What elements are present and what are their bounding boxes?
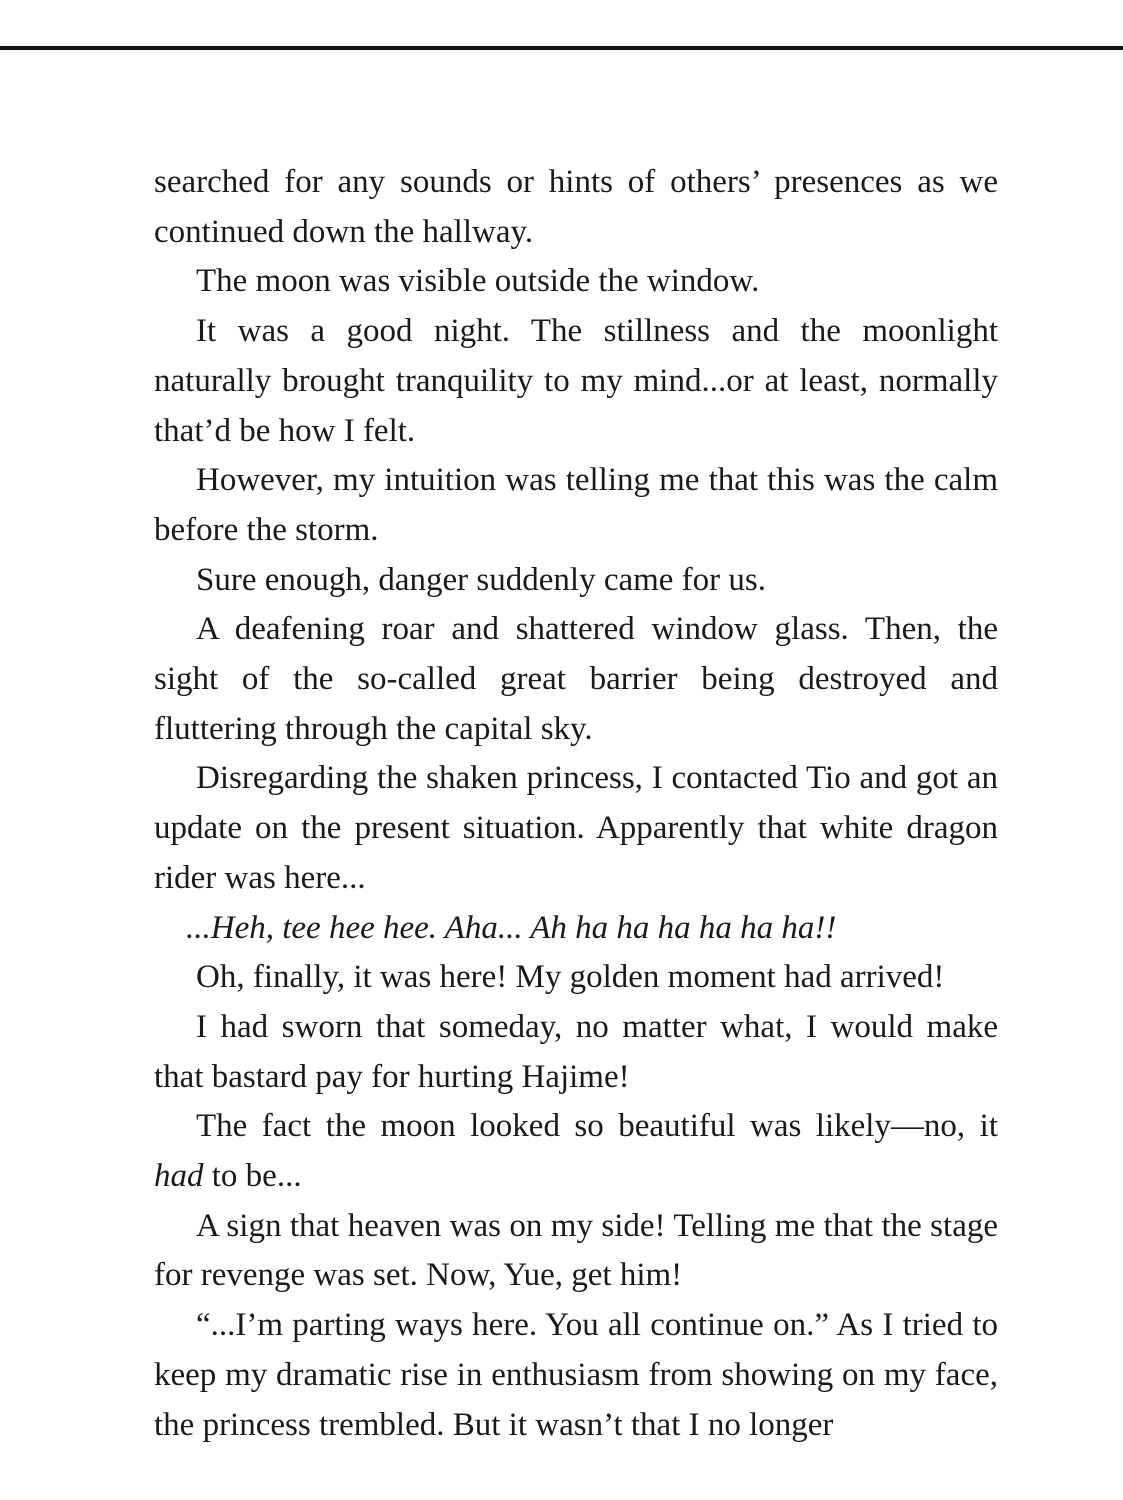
paragraph-with-emphasis [154,1102,998,1201]
top-rule [0,46,1123,50]
paragraph: A sign that heaven was on my side! Telling me that the stage for revenge was set. Now, Yue, get him! [154,1207,998,1294]
page-body-text [154,158,998,1450]
paragraph: Sure enough, danger suddenly came for us. [196,561,767,598]
paragraph: A deafening roar and shattered window glass. Then, the sight of the so-called great barrier being destroyed and fluttering through the capital sky. [154,611,998,747]
paragraph: However, my intuition was telling me that this was the calm before the storm. [154,462,998,548]
paragraph: Oh, finally, it was here! My golden moment had arrived! [196,959,945,996]
paragraph: It was a good night. The stillness and the moonlight naturally brought tranquility to my mind...or at least, normally that’d be how I felt. [154,313,998,449]
paragraph: I had sworn that someday, no matter what, I would make that bastard pay for hurting Hajime! [154,1008,998,1095]
emphasized-word: had [154,1158,204,1195]
paragraph: The moon was visible outside the window. [196,263,760,300]
paragraph-text: The fact the moon looked so beautiful was likely—no, it [196,1108,998,1145]
paragraph: searched for any sounds or hints of others’ presences as we continued down the hallway. [154,164,998,250]
paragraph: Disregarding the shaken princess, I contacted Tio and got an update on the present situation. Apparently that white dragon rider was here... [154,760,998,896]
paragraph: “...I’m parting ways here. You all continue on.” As I tried to keep my dramatic rise in enthusiasm from showing on my face, the princess trembled. But it wasn’t that I no longer [154,1307,998,1443]
italic-paragraph: ...Heh, tee hee hee. Aha... Ah ha ha ha ha ha ha!! [186,909,837,946]
paragraph-text: to be... [203,1158,302,1195]
